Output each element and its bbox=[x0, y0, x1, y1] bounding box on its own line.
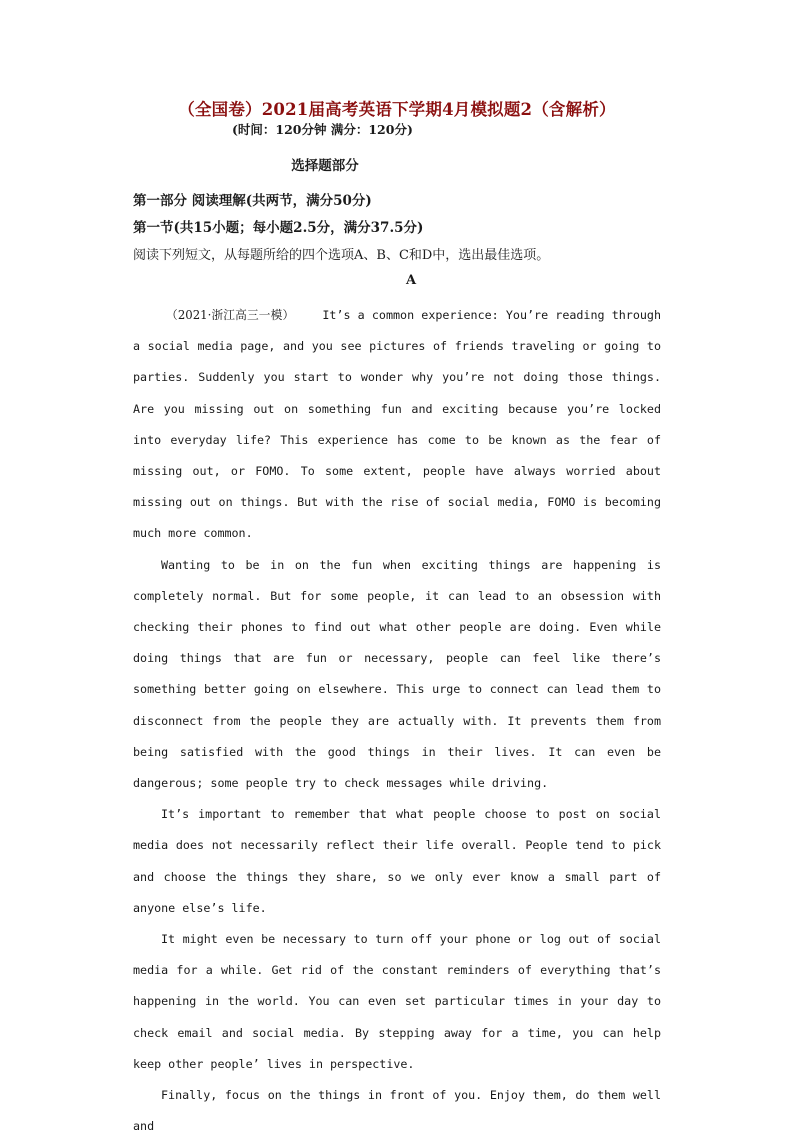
part-heading: 第一部分 阅读理解(共两节，满分50分) bbox=[133, 193, 372, 209]
article-paragraph bbox=[133, 300, 661, 550]
source-tag: （2021·浙江高三一模） bbox=[166, 308, 295, 322]
article-paragraph: It’s important to remember that what people choose to post on social media does not necessarily reflect their life overall. People tend to pick and choose the things they share, so we only ever know a small part of anyone else’s life. bbox=[133, 807, 661, 915]
article-paragraph: Finally, focus on the things in front of you. Enjoy them, do them well and bbox=[133, 1088, 661, 1134]
article-paragraph: Wanting to be in on the fun when exciting things are happening is completely normal. But for some people, it can lead to an obsession with checking their phones to find out what other people are doing. Even while doing things that are fun or necessary, people can feel like there’s something better going on elsewhere. This urge to connect can lead them to disconnect from the people they are actually with. It prevents them from being satisfied with the good things in their lives. It can even be dangerous; some people try to check messages while driving. bbox=[133, 557, 661, 791]
article-body bbox=[133, 300, 661, 1142]
document-title: （全国卷）2021届高考英语下学期4月模拟题2（含解析） bbox=[178, 100, 616, 119]
paragraph-text: It’s a common experience: You’re reading through a social media page, and you see pictures of friends traveling or going to parties. Suddenly you start to wonder why you’re not doing those things. Are you missing out on something fun and exciting because you’re locked into everyday life? This experience has come to be known as the fear of missing out, or FOMO. To some extent, people have always worried about missing out on things. But with the rise of social media, FOMO is becoming much more common. bbox=[133, 308, 661, 541]
subsection-heading: 第一节(共15小题；每小题2.5分，满分37.5分) bbox=[133, 220, 424, 236]
instruction-text: 阅读下列短文，从每题所给的四个选项A、B、C和D中，选出最佳选项。 bbox=[133, 248, 550, 263]
article-paragraph: It might even be necessary to turn off your phone or log out of social media for a while. Get rid of the constant reminders of everything that’s happening in the world. You can even set particular times in your day to check email and social media. By stepping away for a time, you can help keep other people’ lives in perspective. bbox=[133, 932, 661, 1071]
passage-label: A bbox=[405, 273, 417, 288]
exam-meta: (时间：120分钟 满分：120分) bbox=[232, 122, 413, 137]
section-heading: 选择题部分 bbox=[291, 158, 359, 174]
